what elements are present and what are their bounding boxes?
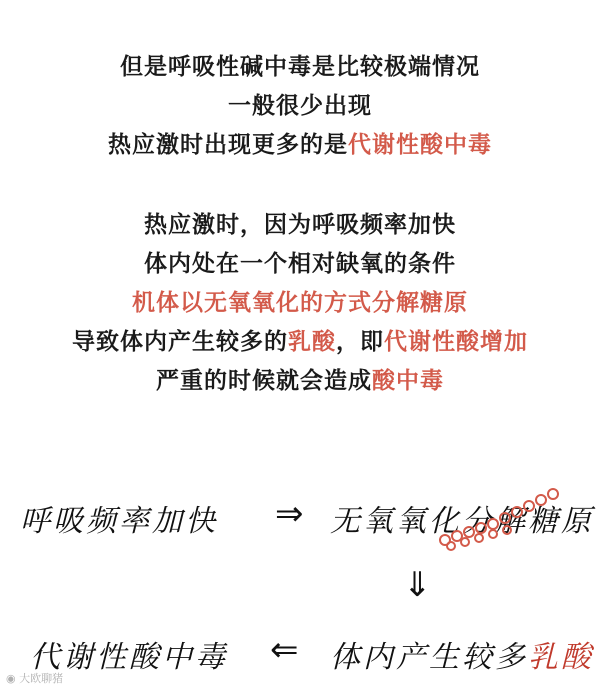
- para1-line3-highlight: 代谢性酸中毒: [348, 132, 492, 158]
- para2-line3: 机体以无氧氧化的方式分解糖原: [132, 290, 468, 316]
- para2-line5-prefix: 严重的时候就会造成: [156, 368, 372, 394]
- flow-arrow-right-icon: ⇒: [275, 494, 304, 534]
- highlight-scribble-icon: [425, 478, 585, 558]
- para1-line3: [0, 130, 600, 160]
- flow-step-3-highlight: 乳酸: [528, 640, 594, 675]
- flow-arrow-down-icon: ⇓: [403, 565, 432, 605]
- para2-line5-highlight: 酸中毒: [372, 368, 444, 394]
- watermark: [6, 670, 63, 686]
- para2-line4-mid: ，即: [336, 329, 384, 355]
- para2-line4-hl2: 代谢性酸增加: [384, 329, 528, 355]
- flow-step-3-prefix: 体内产生较多: [330, 640, 528, 675]
- watermark-text: 大欧聊猪: [19, 672, 64, 685]
- flow-step-4: 代谢性酸中毒: [30, 640, 228, 675]
- para2-line4-prefix: 导致体内产生较多的: [72, 329, 288, 355]
- flow-step-3: [330, 632, 594, 676]
- para1-line3-prefix: 热应激时出现更多的是: [108, 132, 348, 158]
- para1-line1: 但是呼吸性碱中毒是比较极端情况: [120, 54, 480, 80]
- flow-step-2: 无氧氧化分解糖原: [330, 504, 594, 539]
- flow-step-1: 呼吸频率加快: [20, 504, 218, 539]
- para2-line4: [0, 327, 600, 357]
- para2-line4-hl1: 乳酸: [288, 329, 336, 355]
- flow-arrow-left-icon: ⇐: [270, 630, 299, 670]
- weibo-logo-icon: ◉: [6, 672, 20, 685]
- para2-line2: 体内处在一个相对缺氧的条件: [144, 251, 456, 277]
- para1-line2: 一般很少出现: [228, 93, 372, 119]
- para2-line5: [0, 366, 600, 396]
- para2-line1: 热应激时，因为呼吸频率加快: [144, 212, 456, 238]
